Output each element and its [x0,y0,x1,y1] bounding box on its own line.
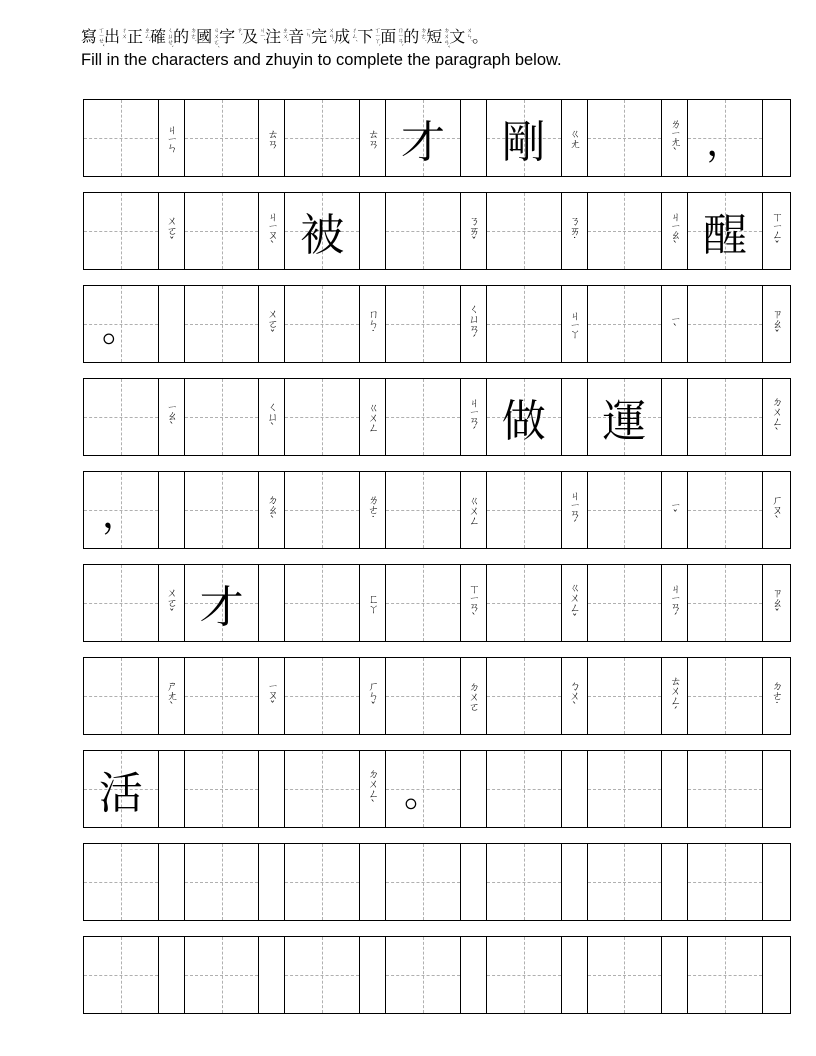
title-hanzi: 文 [449,27,466,46]
zhuyin-strip[interactable] [562,937,588,1013]
character-box[interactable] [588,379,663,455]
zhuyin-annotation: ㄐㄧㄣ [165,124,179,152]
zhuyin-annotation: ㄐㄧㄢˊ [668,583,682,623]
zhuyin-strip[interactable] [159,472,185,548]
zhuyin-strip[interactable] [763,379,790,455]
character-box[interactable] [386,193,461,269]
character-box[interactable] [588,472,663,548]
zhuyin-strip[interactable] [259,286,285,362]
character-box[interactable] [487,565,562,641]
grid-row [83,99,791,177]
zhuyin-strip[interactable] [159,937,185,1013]
grid-row [83,378,791,456]
title-char [449,26,472,48]
character-box[interactable] [185,565,260,641]
zhuyin-annotation: ㄌㄜ˙ [366,494,380,526]
zhuyin-strip[interactable] [562,193,588,269]
title-char [150,26,173,48]
title-hanzi: 成 [334,27,351,46]
zhuyin-annotation: ㄑㄩㄢˊ [467,303,481,345]
zhuyin-annotation: ㄉㄨㄥˋ [770,396,784,438]
character-box[interactable] [688,286,763,362]
character-box[interactable] [285,937,360,1013]
character-box[interactable] [487,193,562,269]
zhuyin-strip[interactable] [360,472,386,548]
character-box[interactable] [386,472,461,548]
character-box[interactable] [588,844,663,920]
zhuyin-strip[interactable] [461,193,487,269]
title-char [242,26,265,48]
zhuyin-strip[interactable] [461,100,487,176]
zhuyin-strip[interactable] [360,193,386,269]
character-box[interactable] [688,379,763,455]
title-char [311,26,334,48]
zhuyin-annotation: ㄏㄡˋ [770,494,784,526]
punctuation: 。 [101,305,140,350]
grid-row [83,192,791,270]
character-box[interactable] [84,286,159,362]
zhuyin-annotation: ㄗㄠˇ [770,587,784,619]
title-hanzi: 面 [380,27,397,46]
writing-grid [83,99,791,1029]
character-box[interactable] [84,751,159,827]
character-box[interactable] [588,937,663,1013]
character-box[interactable] [588,751,663,827]
given-character: 才 [401,117,445,168]
title-hanzi: 短 [426,27,443,46]
zhuyin-strip[interactable] [763,193,790,269]
zhuyin-annotation: ㄍㄨㄥˇ [568,582,582,624]
zhuyin-annotation: ㄨㄛˇ [265,308,279,340]
title-hanzi: 注 [265,27,282,46]
zhuyin-strip[interactable] [259,193,285,269]
zhuyin-strip[interactable] [763,937,790,1013]
grid-row [83,843,791,921]
zhuyin-strip[interactable] [662,472,688,548]
zhuyin-strip[interactable] [763,565,790,641]
zhuyin-annotation: ㄐㄧㄢˊ [568,490,582,530]
zhuyin-annotation: ㄋㄞ˙ [568,215,582,247]
title-char [219,26,242,48]
zhuyin-strip[interactable] [461,937,487,1013]
title-char [403,26,426,48]
zhuyin-strip[interactable] [461,379,487,455]
character-box[interactable] [688,937,763,1013]
zhuyin-annotation: ㄑㄩˋ [265,401,279,433]
zhuyin-strip[interactable] [562,100,588,176]
given-character: 做 [501,396,546,447]
title-hanzi: 寫 [81,27,98,46]
title-zhuyin: ㄧㄣ [304,27,312,38]
title-zhuyin: ㄗˋ [235,27,243,36]
zhuyin-annotation: ㄉㄠˋ [265,494,279,526]
title-hanzi: 及 [242,27,259,46]
punctuation: ， [706,119,745,164]
title-hanzi: 字 [219,27,236,46]
title-zhuyin: ㄍㄨㄛˊ [212,27,220,48]
title-char [334,26,357,48]
title-hanzi: 出 [104,27,121,46]
zhuyin-annotation: ㄊㄨㄥˊ [668,675,682,717]
title-hanzi: 完 [311,27,328,46]
zhuyin-annotation: ㄧㄠˋ [165,402,179,432]
zhuyin-strip[interactable] [562,565,588,641]
zhuyin-annotation: ㄇㄣ˙ [366,308,380,340]
character-box[interactable] [688,751,763,827]
title-zhuyin: ㄨㄢˊ [327,27,335,42]
zhuyin-annotation: ㄍㄤ [568,128,582,148]
zhuyin-annotation: ㄋㄞˇ [467,215,481,247]
title-zhuyin: ㄑㄩㄝˋ [166,27,174,48]
title-char [265,26,288,48]
zhuyin-strip[interactable] [562,844,588,920]
punctuation: ， [101,491,140,536]
zhuyin-strip[interactable] [159,751,185,827]
zhuyin-strip[interactable] [159,844,185,920]
character-box[interactable] [487,937,562,1013]
zhuyin-strip[interactable] [461,658,487,734]
title-char [81,26,104,48]
zhuyin-strip[interactable] [662,658,688,734]
character-box[interactable] [688,565,763,641]
zhuyin-annotation: ㄨㄛˇ [165,215,179,247]
zhuyin-strip[interactable] [159,286,185,362]
grid-row [83,657,791,735]
zhuyin-strip[interactable] [662,565,688,641]
zhuyin-annotation: ㄌㄧㄤˋ [668,118,682,158]
character-box[interactable] [84,379,159,455]
punctuation: 。 [403,770,442,815]
character-box[interactable] [185,472,260,548]
character-box[interactable] [185,751,260,827]
character-box[interactable] [487,844,562,920]
character-box[interactable] [84,658,159,734]
given-character: 醒 [703,210,748,261]
title-hanzi: 。 [472,27,489,46]
zhuyin-strip[interactable] [562,472,588,548]
title-zhuyin: ㄉㄜ˙ [419,27,427,42]
zhuyin-strip[interactable] [360,379,386,455]
character-box[interactable] [285,193,360,269]
character-box[interactable] [185,844,260,920]
character-box[interactable] [84,844,159,920]
zhuyin-strip[interactable] [763,844,790,920]
zhuyin-annotation: ㄒㄧㄥˇ [770,211,784,251]
zhuyin-annotation: ㄉㄨㄛ [467,681,481,711]
given-character: 才 [199,582,244,633]
character-box[interactable] [588,658,663,734]
title-hanzi: 確 [150,27,167,46]
character-box[interactable] [84,100,159,176]
given-character: 被 [300,210,345,261]
zhuyin-strip[interactable] [259,472,285,548]
character-box[interactable] [84,193,159,269]
character-box[interactable] [487,379,562,455]
zhuyin-strip[interactable] [159,379,185,455]
title-zhuyin: ㄒㄧㄝˇ [97,27,105,47]
instructions-header [81,26,781,71]
instruction-english: Fill in the characters and zhuyin to complete the paragraph below. [81,51,562,69]
zhuyin-annotation: ㄉㄜ˙ [770,680,784,712]
zhuyin-strip[interactable] [360,565,386,641]
character-box[interactable] [285,751,360,827]
character-box[interactable] [588,100,663,176]
zhuyin-strip[interactable] [562,286,588,362]
zhuyin-strip[interactable] [461,565,487,641]
title-hanzi: 正 [127,27,144,46]
character-box[interactable] [487,751,562,827]
character-box[interactable] [285,658,360,734]
character-box[interactable] [386,751,461,827]
zhuyin-strip[interactable] [662,379,688,455]
zhuyin-annotation: ㄍㄨㄥ [467,495,481,525]
zhuyin-strip[interactable] [360,937,386,1013]
zhuyin-annotation: ㄈㄚ [366,593,380,613]
title-char [472,26,488,48]
title-zhuyin: ㄉㄨㄢˇ [442,27,450,48]
title-hanzi: 的 [173,27,190,46]
character-box[interactable] [386,379,461,455]
title-zhuyin: ㄓㄥˋ [143,27,151,42]
character-box[interactable] [285,565,360,641]
title-zhuyin: ㄔㄨ [120,27,128,39]
character-box[interactable] [285,100,360,176]
character-box[interactable] [386,658,461,734]
zhuyin-annotation: ㄐㄧㄡˋ [265,211,279,251]
character-box[interactable] [487,286,562,362]
title-zhuyin: ㄇㄧㄢˋ [396,27,404,47]
character-box[interactable] [285,472,360,548]
character-box[interactable] [84,472,159,548]
zhuyin-annotation: ㄊㄢ [366,128,380,148]
zhuyin-strip[interactable] [259,937,285,1013]
zhuyin-annotation: ㄧㄡˇ [265,681,279,711]
title-zhuyin: ㄔㄥˊ [350,27,358,42]
zhuyin-strip[interactable] [662,751,688,827]
character-box[interactable] [487,472,562,548]
zhuyin-annotation: ㄐㄧㄢˊ [467,397,481,437]
character-box[interactable] [285,379,360,455]
title-char [196,26,219,48]
zhuyin-strip[interactable] [159,658,185,734]
title-char [426,26,449,48]
zhuyin-strip[interactable] [461,286,487,362]
title-hanzi: 國 [196,27,213,46]
zhuyin-annotation: ㄊㄢ [265,128,279,148]
zhuyin-strip[interactable] [763,472,790,548]
character-box[interactable] [688,193,763,269]
given-character: 剛 [501,117,546,168]
title-char [380,26,403,48]
zhuyin-strip[interactable] [662,937,688,1013]
title-char [173,26,196,48]
zhuyin-strip[interactable] [360,100,386,176]
given-character: 運 [602,396,647,447]
character-box[interactable] [386,286,461,362]
character-box[interactable] [688,844,763,920]
zhuyin-annotation: ㄗㄠˇ [770,308,784,340]
character-box[interactable] [588,565,663,641]
zhuyin-strip[interactable] [763,751,790,827]
title-hanzi: 音 [288,27,305,46]
title-hanzi: 的 [403,27,420,46]
title-char [288,26,311,48]
zhuyin-strip[interactable] [562,751,588,827]
character-box[interactable] [185,100,260,176]
grid-row [83,564,791,642]
character-box[interactable] [84,937,159,1013]
zhuyin-strip[interactable] [461,844,487,920]
zhuyin-strip[interactable] [662,286,688,362]
character-box[interactable] [588,286,663,362]
title-zhuyin: ㄓㄨˋ [281,27,289,42]
zhuyin-strip[interactable] [360,658,386,734]
character-box[interactable] [487,658,562,734]
zhuyin-annotation: ㄏㄣˇ [366,680,380,712]
zhuyin-strip[interactable] [259,379,285,455]
character-box[interactable] [185,286,260,362]
zhuyin-strip[interactable] [159,100,185,176]
zhuyin-strip[interactable] [259,658,285,734]
zhuyin-annotation: ㄒㄧㄢˋ [467,583,481,623]
zhuyin-strip[interactable] [159,565,185,641]
zhuyin-strip[interactable] [259,844,285,920]
character-box[interactable] [688,472,763,548]
title-zhuyin: ㄐㄧˊ [258,27,266,41]
character-box[interactable] [185,658,260,734]
title-zhuyin: ㄉㄜ˙ [189,27,197,42]
zhuyin-annotation: ㄐㄧㄠˋ [668,211,682,251]
zhuyin-strip[interactable] [259,751,285,827]
zhuyin-annotation: ㄕㄤˋ [165,680,179,712]
grid-row [83,936,791,1014]
zhuyin-annotation: ㄧˇ [668,500,682,520]
character-box[interactable] [487,100,562,176]
character-box[interactable] [386,844,461,920]
zhuyin-strip[interactable] [562,658,588,734]
zhuyin-annotation: ㄐㄧㄚ [568,310,582,338]
character-box[interactable] [185,379,260,455]
title-zhuyin: ㄨㄣˊ [465,27,473,42]
zhuyin-strip[interactable] [461,472,487,548]
character-box[interactable] [285,844,360,920]
title-char [127,26,150,48]
zhuyin-annotation: ㄧˋ [668,314,682,334]
zhuyin-strip[interactable] [763,100,790,176]
zhuyin-strip[interactable] [259,100,285,176]
character-box[interactable] [386,100,461,176]
title-char [357,26,380,48]
character-box[interactable] [84,565,159,641]
zhuyin-strip[interactable] [461,751,487,827]
zhuyin-strip[interactable] [360,844,386,920]
zhuyin-strip[interactable] [763,286,790,362]
zhuyin-strip[interactable] [360,751,386,827]
given-character: 活 [98,768,143,819]
grid-row [83,750,791,828]
zhuyin-annotation: ㄉㄨㄥˋ [366,768,380,810]
title-char [104,26,127,48]
zhuyin-strip[interactable] [662,844,688,920]
character-box[interactable] [386,937,461,1013]
character-box[interactable] [185,193,260,269]
zhuyin-strip[interactable] [159,193,185,269]
zhuyin-strip[interactable] [763,658,790,734]
instruction-chinese [81,26,781,48]
grid-row [83,285,791,363]
title-hanzi: 下 [357,27,374,46]
zhuyin-strip[interactable] [662,193,688,269]
character-box[interactable] [688,658,763,734]
zhuyin-annotation: ㄍㄨㄥ [366,402,380,432]
character-box[interactable] [185,937,260,1013]
zhuyin-annotation: ㄨㄛˇ [165,587,179,619]
zhuyin-strip[interactable] [562,379,588,455]
character-box[interactable] [386,565,461,641]
title-zhuyin: ㄒㄧㄚˋ [373,27,381,47]
zhuyin-strip[interactable] [662,100,688,176]
character-box[interactable] [588,193,663,269]
grid-row [83,471,791,549]
character-box[interactable] [688,100,763,176]
zhuyin-annotation: ㄅㄨˋ [568,680,582,712]
character-box[interactable] [285,286,360,362]
zhuyin-strip[interactable] [259,565,285,641]
zhuyin-strip[interactable] [360,286,386,362]
